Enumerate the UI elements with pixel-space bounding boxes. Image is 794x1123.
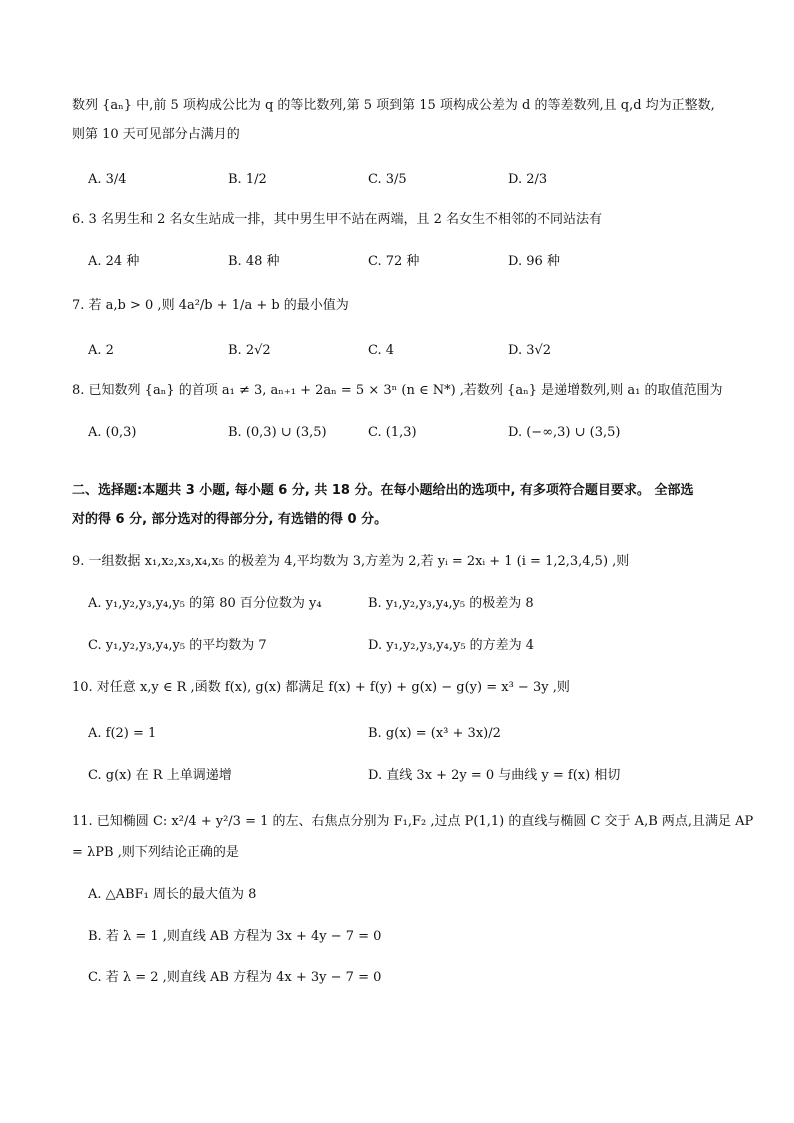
q6-option-d: D. 96 种 — [508, 254, 560, 269]
q7-option-a: A. 2 — [88, 343, 114, 358]
q5-option-c: C. 3/5 — [368, 172, 407, 187]
q6-stem: 6. 3 名男生和 2 名女生站成一排，其中男生甲不站在两端，且 2 名女生不相邻的不同站法有 — [72, 212, 603, 227]
q5-option-d: D. 2/3 — [508, 172, 548, 187]
q10-option-c: C. g(x) 在 R 上单调递增 — [88, 768, 232, 783]
q5-continuation-line2: 则第 10 天可见部分占满月的 — [72, 127, 240, 142]
q6-option-b: B. 48 种 — [228, 254, 280, 269]
q11-option-b: B. 若 λ = 1 ,则直线 AB 方程为 3x + 4y − 7 = 0 — [88, 929, 382, 944]
q5-continuation-line1: 数列 {aₙ} 中,前 5 项构成公比为 q 的等比数列,第 5 项到第 15 项构成公差为 d 的等差数列,且 q,d 均为正整数, — [72, 98, 715, 113]
q11-option-c: C. 若 λ = 2 ,则直线 AB 方程为 4x + 3y − 7 = 0 — [88, 970, 382, 985]
q7-option-b: B. 2√2 — [228, 343, 271, 358]
q5-option-a: A. 3/4 — [88, 172, 127, 187]
q6-option-a: A. 24 种 — [88, 254, 140, 269]
q8-option-c: C. (1,3) — [368, 425, 417, 440]
q8-option-a: A. (0,3) — [88, 425, 137, 440]
q5-option-b: B. 1/2 — [228, 172, 267, 187]
q7-option-d: D. 3√2 — [508, 343, 552, 358]
q10-option-b: B. g(x) = (x³ + 3x)/2 — [368, 726, 501, 741]
q11-stem-line1: 11. 已知椭圆 C: x²/4 + y²/3 = 1 的左、右焦点分别为 F₁,F₂ ,过点 P(1,1) 的直线与椭圆 C 交于 A,B 两点,且满足 AP — [72, 814, 754, 829]
q10-stem: 10. 对任意 x,y ∈ R ,函数 f(x), g(x) 都满足 f(x) + f(y) + g(x) − g(y) = x³ − 3y ,则 — [72, 680, 570, 695]
q8-stem: 8. 已知数列 {aₙ} 的首项 a₁ ≠ 3, aₙ₊₁ + 2aₙ = 5 × 3ⁿ (n ∈ N*) ,若数列 {aₙ} 是递增数列,则 a₁ 的取值范围为 — [72, 383, 723, 398]
q6-option-c: C. 72 种 — [368, 254, 420, 269]
q8-option-d: D. (−∞,3) ∪ (3,5) — [508, 425, 621, 440]
section-heading-line2: 对的得 6 分, 部分选对的得部分分, 有选错的得 0 分。 — [72, 512, 388, 527]
q11-stem-line2: = λPB ,则下列结论正确的是 — [72, 845, 239, 860]
section-heading-line1: 二、选择题:本题共 3 小题, 每小题 6 分, 共 18 分。在每小题给出的选项中, 有多项符合题目要求。 全部选 — [72, 483, 694, 498]
q10-option-a: A. f(2) = 1 — [88, 726, 157, 741]
q9-option-d: D. y₁,y₂,y₃,y₄,y₅ 的方差为 4 — [368, 638, 535, 653]
q7-option-c: C. 4 — [368, 343, 395, 358]
q7-stem: 7. 若 a,b > 0 ,则 4a²/b + 1/a + b 的最小值为 — [72, 298, 349, 313]
q8-option-b: B. (0,3) ∪ (3,5) — [228, 425, 327, 440]
q9-option-b: B. y₁,y₂,y₃,y₄,y₅ 的极差为 8 — [368, 596, 534, 611]
q11-option-a: A. △ABF₁ 周长的最大值为 8 — [88, 887, 257, 902]
q10-option-d: D. 直线 3x + 2y = 0 与曲线 y = f(x) 相切 — [368, 768, 621, 783]
q9-option-a: A. y₁,y₂,y₃,y₄,y₅ 的第 80 百分位数为 y₄ — [88, 596, 322, 611]
q9-option-c: C. y₁,y₂,y₃,y₄,y₅ 的平均数为 7 — [88, 638, 267, 653]
q9-stem: 9. 一组数据 x₁,x₂,x₃,x₄,x₅ 的极差为 4,平均数为 3,方差为 2,若 yᵢ = 2xᵢ + 1 (i = 1,2,3,4,5) ,则 — [72, 554, 630, 569]
